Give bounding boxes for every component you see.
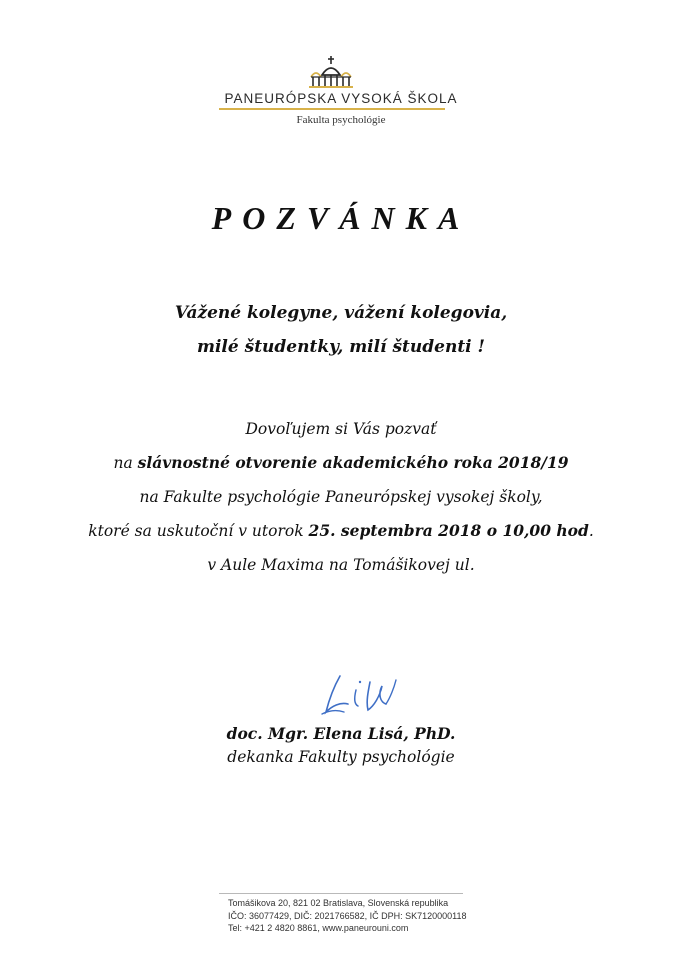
body-line-4-prefix: ktoré sa uskutoční v utorok: [88, 522, 304, 540]
body-line-4-suffix: .: [588, 522, 594, 540]
event-name: slávnostné otvorenie akademického roka 2018/19: [137, 453, 569, 472]
school-name: PANEURÓPSKA VYSOKÁ ŠKOLA: [224, 91, 458, 106]
footer-address: Tomášikova 20, 821 02 Bratislava, Slovenská republika: [228, 898, 449, 908]
faculty-name: Fakulta psychológie: [296, 114, 386, 126]
header-divider: [219, 108, 445, 110]
body-line-3: na Fakulte psychológie Paneurópskej vysokej školy,: [139, 488, 543, 506]
domed-building-logo-icon: [305, 55, 357, 89]
body-line-1: Dovoľujem si Vás pozvať: [245, 420, 437, 438]
document-title: POZVÁNKA: [211, 200, 471, 236]
greeting-line-2: milé študentky, milí študenti !: [196, 337, 486, 357]
body-line-4: [0, 514, 682, 548]
body-line-2-prefix: na: [113, 454, 133, 472]
invitation-body: [0, 412, 682, 582]
signer-name: doc. Mgr. Elena Lisá, PhD.: [226, 724, 456, 743]
greeting: [0, 296, 682, 364]
body-line-5: v Aule Maxima na Tomášikovej ul.: [207, 556, 475, 574]
body-line-2: [0, 446, 682, 480]
footer-divider: [219, 893, 463, 894]
footer: [228, 897, 467, 935]
signer-role: dekanka Fakulty psychológie: [227, 748, 455, 766]
greeting-line-1: Vážené kolegyne, vážení kolegovia,: [174, 303, 508, 323]
event-date-time: 25. septembra 2018 o 10,00 hod: [308, 521, 589, 540]
footer-contact: Tel: +421 2 4820 8861, www.paneurouni.com: [228, 923, 409, 933]
footer-ids: IČO: 36077429, DIČ: 2021766582, IČ DPH: SK7120000118: [228, 910, 467, 921]
handwritten-signature-icon: [310, 668, 410, 720]
